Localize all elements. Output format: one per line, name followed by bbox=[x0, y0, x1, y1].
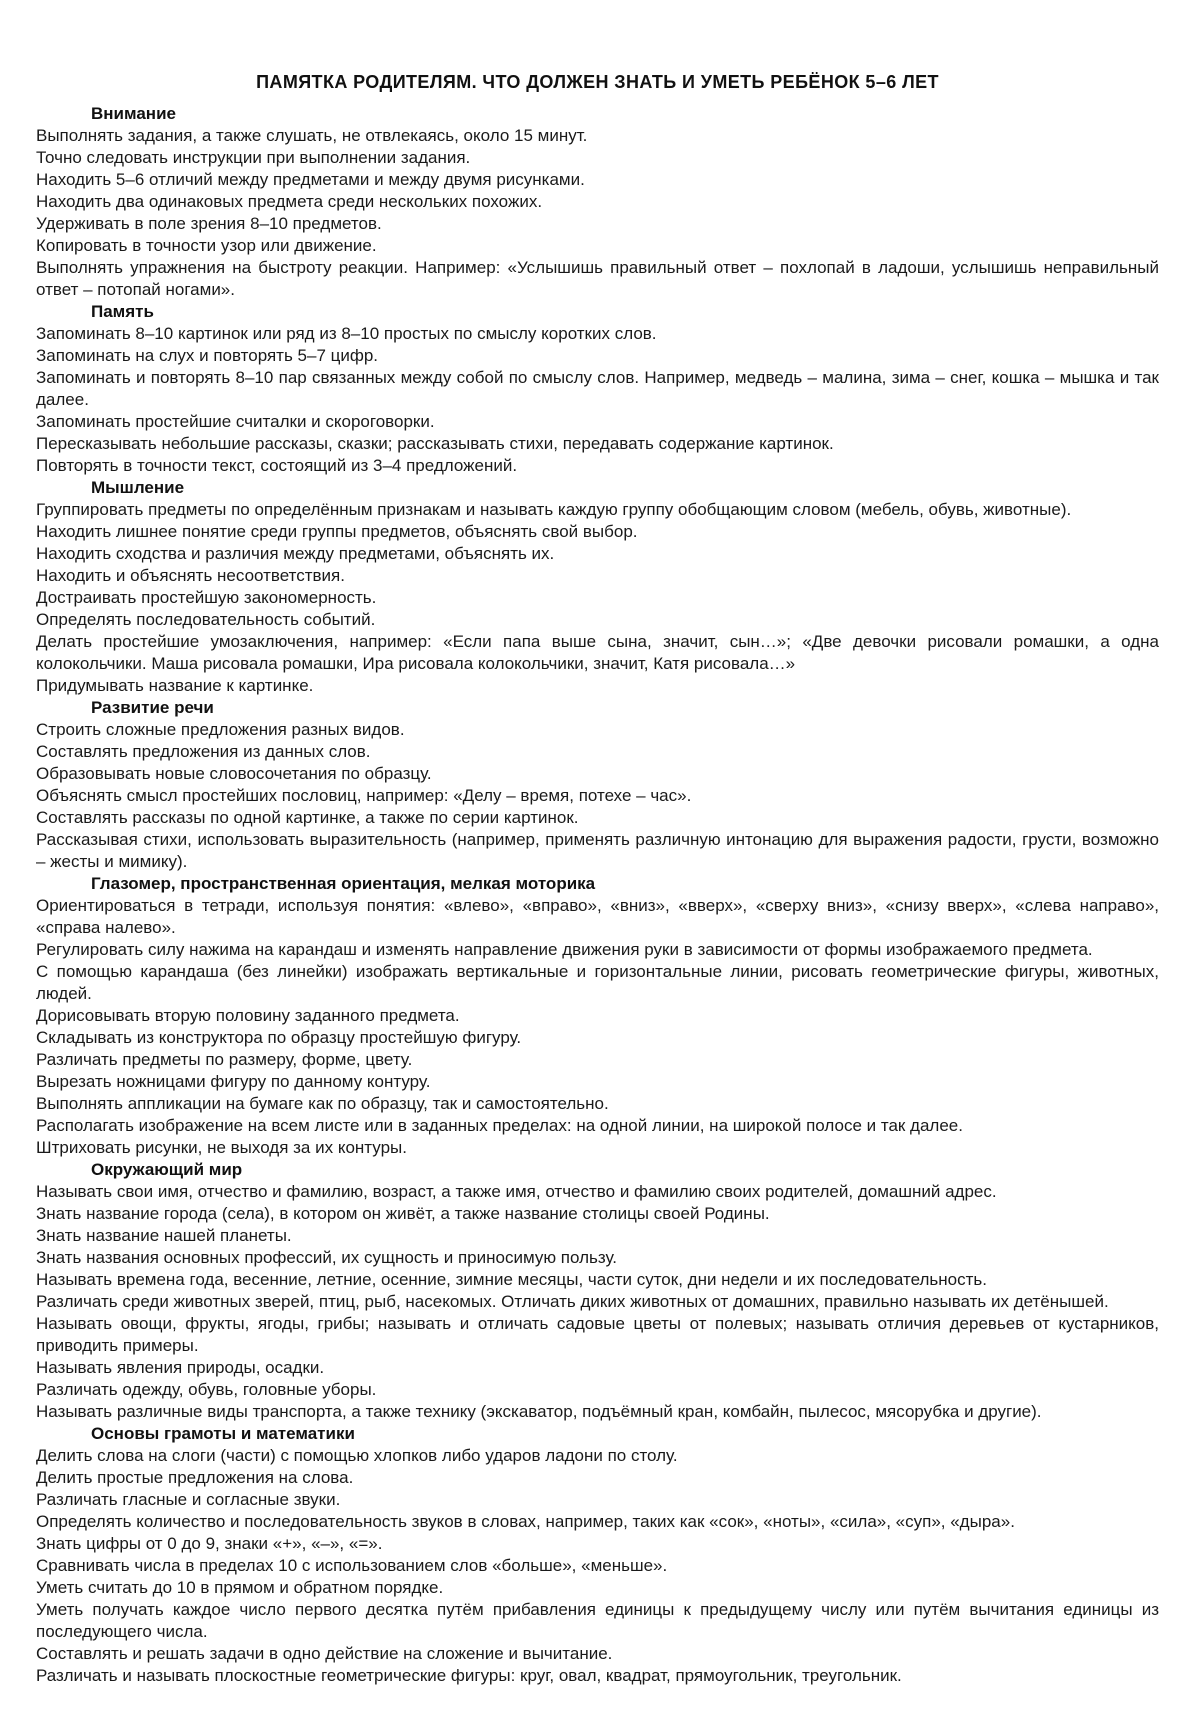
list-item: Образовывать новые словосочетания по образцу. bbox=[36, 764, 432, 783]
list-item: Составлять рассказы по одной картинке, а также по серии картинок. bbox=[36, 808, 579, 827]
list-item: Знать название нашей планеты. bbox=[36, 1226, 292, 1245]
list-item: Рассказывая стихи, использовать выразительность (например, применять различную интонацию для выражения радости, грусти, возможно – жесты и мимику). bbox=[36, 830, 1159, 871]
list-item: Различать среди животных зверей, птиц, рыб, насекомых. Отличать диких животных от домашних, правильно называть их детёнышей. bbox=[36, 1292, 1109, 1311]
list-item: Уметь получать каждое число первого десятка путём прибавления единицы к предыдущему числу или путём вычитания единицы из последующего числа. bbox=[36, 1600, 1159, 1641]
list-item: Находить два одинаковых предмета среди нескольких похожих. bbox=[36, 192, 543, 211]
list-item: Запоминать 8–10 картинок или ряд из 8–10 простых по смыслу коротких слов. bbox=[36, 324, 657, 343]
list-item: Штриховать рисунки, не выходя за их контуры. bbox=[36, 1138, 407, 1157]
list-item: Ориентироваться в тетради, используя понятия: «влево», «вправо», «вниз», «вверх», «сверху вниз», «снизу вверх», «слева направо», «справа налево». bbox=[36, 896, 1159, 937]
list-item: Делить слова на слоги (части) с помощью хлопков либо ударов ладони по столу. bbox=[36, 1446, 678, 1465]
list-item: Называть различные виды транспорта, а также технику (экскаватор, подъёмный кран, комбайн, пылесос, мясорубка и другие). bbox=[36, 1402, 1042, 1421]
list-item: Выполнять упражнения на быстроту реакции. Например: «Услышишь правильный ответ – похлопай в ладоши, услышишь неправильный ответ – потопай ногами». bbox=[36, 258, 1159, 299]
document-body bbox=[36, 103, 1159, 1687]
list-item: Запоминать и повторять 8–10 пар связанных между собой по смыслу слов. Например, медведь – малина, зима – снег, кошка – мышка и так далее. bbox=[36, 368, 1159, 409]
list-item: Различать гласные и согласные звуки. bbox=[36, 1490, 341, 1509]
list-item: Определять последовательность событий. bbox=[36, 610, 376, 629]
list-item: Запоминать на слух и повторять 5–7 цифр. bbox=[36, 346, 379, 365]
list-item: Строить сложные предложения разных видов. bbox=[36, 720, 405, 739]
list-item: Повторять в точности текст, состоящий из 3–4 предложений. bbox=[36, 456, 518, 475]
list-item: Находить и объяснять несоответствия. bbox=[36, 566, 345, 585]
list-item: Точно следовать инструкции при выполнении задания. bbox=[36, 148, 471, 167]
list-item: Дорисовывать вторую половину заданного предмета. bbox=[36, 1006, 460, 1025]
section-heading: Глазомер, пространственная ориентация, мелкая моторика bbox=[91, 874, 596, 893]
list-item: Знать названия основных профессий, их сущность и приносимую пользу. bbox=[36, 1248, 617, 1267]
list-item: Группировать предметы по определённым признакам и называть каждую группу обобщающим словом (мебель, обувь, животные). bbox=[36, 500, 1072, 519]
list-item: Вырезать ножницами фигуру по данному контуру. bbox=[36, 1072, 431, 1091]
list-item: Знать название города (села), в котором он живёт, а также название столицы своей Родины. bbox=[36, 1204, 770, 1223]
list-item: Находить сходства и различия между предметами, объяснять их. bbox=[36, 544, 555, 563]
section-heading: Развитие речи bbox=[91, 698, 214, 717]
list-item: Делать простейшие умозаключения, например: «Если папа выше сына, значит, сын…»; «Две девочки рисовали ромашки, а одна колокольчики. Маша рисовала ромашки, Ира рисовала колокольчики, значит, Катя рисовала…» bbox=[36, 632, 1159, 673]
list-item: Составлять предложения из данных слов. bbox=[36, 742, 371, 761]
list-item: Сравнивать числа в пределах 10 с использованием слов «больше», «меньше». bbox=[36, 1556, 668, 1575]
list-item: Выполнять аппликации на бумаге как по образцу, так и самостоятельно. bbox=[36, 1094, 609, 1113]
list-item: Складывать из конструктора по образцу простейшую фигуру. bbox=[36, 1028, 522, 1047]
list-item: Регулировать силу нажима на карандаш и изменять направление движения руки в зависимости от формы изображаемого предмета. bbox=[36, 940, 1093, 959]
list-item: Располагать изображение на всем листе или в заданных пределах: на одной линии, на широкой полосе и так далее. bbox=[36, 1116, 963, 1135]
list-item: Называть свои имя, отчество и фамилию, возраст, а также имя, отчество и фамилию своих родителей, домашний адрес. bbox=[36, 1182, 997, 1201]
list-item: Объяснять смысл простейших пословиц, например: «Делу – время, потехе – час». bbox=[36, 786, 692, 805]
list-item: Удерживать в поле зрения 8–10 предметов. bbox=[36, 214, 382, 233]
list-item: Придумывать название к картинке. bbox=[36, 676, 314, 695]
list-item: Различать и называть плоскостные геометрические фигуры: круг, овал, квадрат, прямоугольник, треугольник. bbox=[36, 1666, 902, 1685]
list-item: Пересказывать небольшие рассказы, сказки; рассказывать стихи, передавать содержание картинок. bbox=[36, 434, 834, 453]
list-item: Называть явления природы, осадки. bbox=[36, 1358, 325, 1377]
list-item: Различать предметы по размеру, форме, цвету. bbox=[36, 1050, 413, 1069]
list-item: Запоминать простейшие считалки и скороговорки. bbox=[36, 412, 435, 431]
list-item: Называть времена года, весенние, летние, осенние, зимние месяцы, части суток, дни недели и их последовательность. bbox=[36, 1270, 987, 1289]
list-item: Копировать в точности узор или движение. bbox=[36, 236, 377, 255]
list-item: Уметь считать до 10 в прямом и обратном порядке. bbox=[36, 1578, 444, 1597]
list-item: Называть овощи, фрукты, ягоды, грибы; называть и отличать садовые цветы от полевых; называть отличия деревьев от кустарников, приводить примеры. bbox=[36, 1314, 1159, 1355]
section-heading: Окружающий мир bbox=[91, 1160, 243, 1179]
list-item: С помощью карандаша (без линейки) изображать вертикальные и горизонтальные линии, рисовать геометрические фигуры, животных, людей. bbox=[36, 962, 1159, 1003]
section-heading: Внимание bbox=[91, 104, 176, 123]
list-item: Выполнять задания, а также слушать, не отвлекаясь, около 15 минут. bbox=[36, 126, 588, 145]
list-item: Составлять и решать задачи в одно действие на сложение и вычитание. bbox=[36, 1644, 613, 1663]
list-item: Делить простые предложения на слова. bbox=[36, 1468, 354, 1487]
list-item: Находить лишнее понятие среди группы предметов, объяснять свой выбор. bbox=[36, 522, 638, 541]
section-heading: Мышление bbox=[91, 478, 185, 497]
section-heading: Основы грамоты и математики bbox=[91, 1424, 355, 1443]
list-item: Различать одежду, обувь, головные уборы. bbox=[36, 1380, 377, 1399]
section-heading: Память bbox=[91, 302, 154, 321]
page-title: ПАМЯТКА РОДИТЕЛЯМ. ЧТО ДОЛЖЕН ЗНАТЬ И УМЕТЬ РЕБЁНОК 5–6 ЛЕТ bbox=[256, 72, 939, 92]
list-item: Находить 5–6 отличий между предметами и между двумя рисунками. bbox=[36, 170, 585, 189]
list-item: Знать цифры от 0 до 9, знаки «+», «–», «=». bbox=[36, 1534, 383, 1553]
list-item: Достраивать простейшую закономерность. bbox=[36, 588, 377, 607]
list-item: Определять количество и последовательность звуков в словах, например, таких как «сок», «ноты», «сила», «суп», «дыра». bbox=[36, 1512, 1015, 1531]
